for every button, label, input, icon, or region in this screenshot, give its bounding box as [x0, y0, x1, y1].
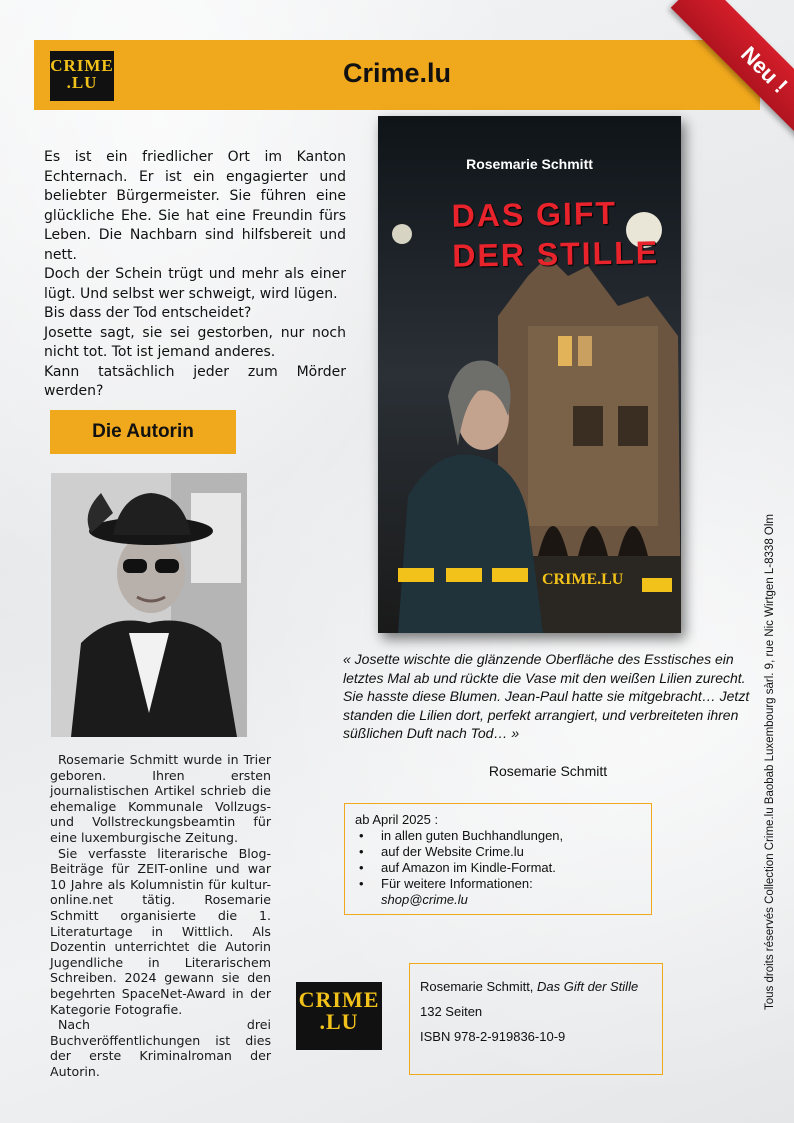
- list-item[interactable]: • auf Amazon im Kindle-Format.: [355, 860, 641, 876]
- logo-line1: CRIME: [298, 987, 380, 1012]
- copyright-notice: Tous droits réservés Collection Crime.lu Baobab Luxembourg sàrl. 9, rue Nic Wirtgen L-8338 Olm: [764, 514, 776, 1010]
- author-section-heading: Die Autorin: [50, 410, 236, 454]
- shop-email-link[interactable]: shop@crime.lu: [381, 892, 468, 907]
- book-info-isbn: ISBN 978-2-919836-10-9: [420, 1029, 566, 1044]
- new-ribbon-label: Neu !: [671, 0, 794, 163]
- list-item[interactable]: • auf der Website Crime.lu: [355, 844, 641, 860]
- footer-crime-lu-logo[interactable]: [296, 982, 382, 1050]
- cover-author: Rosemarie Schmitt: [466, 156, 593, 172]
- cover-title: [451, 192, 659, 276]
- book-info-title: Das Gift der Stille: [537, 979, 639, 994]
- intro-paragraph: Josette sagt, sie sei gestorben, nur noch nicht tot. Tot ist jemand anderes.: [44, 324, 346, 360]
- availability-box: [344, 803, 652, 915]
- list-item: • Für weitere Informationen:: [355, 876, 641, 892]
- book-info-pages: 132 Seiten: [420, 1004, 483, 1019]
- book-cover: [378, 116, 681, 633]
- logo-line2: .LU: [66, 73, 98, 92]
- list-item: • in allen guten Buchhandlungen,: [355, 828, 641, 844]
- quote-author: Rosemarie Schmitt: [488, 763, 608, 779]
- cover-brand: CRIME.LU: [542, 571, 624, 588]
- intro-paragraph: Bis dass der Tod entscheidet?: [44, 305, 252, 321]
- author-photo: [51, 473, 247, 737]
- availability-list: [355, 828, 641, 892]
- cover-title-line1: DAS GIFT: [451, 194, 618, 234]
- intro-paragraph: Doch der Schein trügt und mehr als einer lügt. Und selbst wer schweigt, wird lügen.: [44, 266, 346, 302]
- page-title: Crime.lu: [342, 58, 452, 88]
- bio-paragraph: Nach drei Buchveröffentlichungen ist dies der erste Kriminalroman der Autorin.: [50, 1017, 271, 1079]
- intro-text: [44, 148, 346, 402]
- logo-line1: CRIME: [50, 56, 114, 75]
- book-quote: « Josette wischte die glänzende Oberfläche des Esstisches ein letztes Mal ab und rückte die Vase mit den weißen Lilien zurecht. Sie hasste diese Blumen. Jean-Paul hatte sie mitgebracht… Jetzt standen die Lilien dort, perfekt arrangiert, und verbreiteten ihren süßlichen Duft nach Tod… »: [343, 651, 750, 742]
- intro-paragraph: Kann tatsächlich jeder zum Mörder werden?: [44, 363, 346, 399]
- availability-heading: ab April 2025 :: [355, 812, 439, 827]
- logo-line2: .LU: [319, 1009, 359, 1034]
- book-info-author: Rosemarie Schmitt,: [420, 979, 538, 994]
- cover-title-line2: DER STILLE: [452, 234, 660, 274]
- intro-paragraph: Es ist ein friedlicher Ort im Kanton Echternach. Er ist ein engagierter und beliebter Bürgermeister. Sie führen eine glückliche Ehe. Sie hat eine Freundin fürs Leben. Die Nachbarn sind hilfsbereit und nett.: [44, 149, 346, 263]
- bio-paragraph: Rosemarie Schmitt wurde in Trier geboren. Ihren ersten journalistischen Artikel schrieb die ehemalige Kommunale Vollzugs- und Vollstreckungsbeamtin für eine luxemburgische Zeitung.: [50, 752, 271, 845]
- author-bio: [50, 752, 271, 1079]
- book-info-box: [409, 963, 663, 1075]
- book-info-title-line: [420, 974, 652, 999]
- bio-paragraph: Sie verfasste literarische Blog-Beiträge für ZEIT-online und war 10 Jahre als Kolumnistin für kultur-online.net tätig. Rosemarie Schmitt organisierte die 1. Literaturtage in Wittlich. Als Dozentin unterrichtet die Autorin Jugendliche in Literarischem Schreiben. 2024 gewann sie den begehrten SpaceNet-Award in der Kategorie Fotografie.: [50, 845, 271, 1017]
